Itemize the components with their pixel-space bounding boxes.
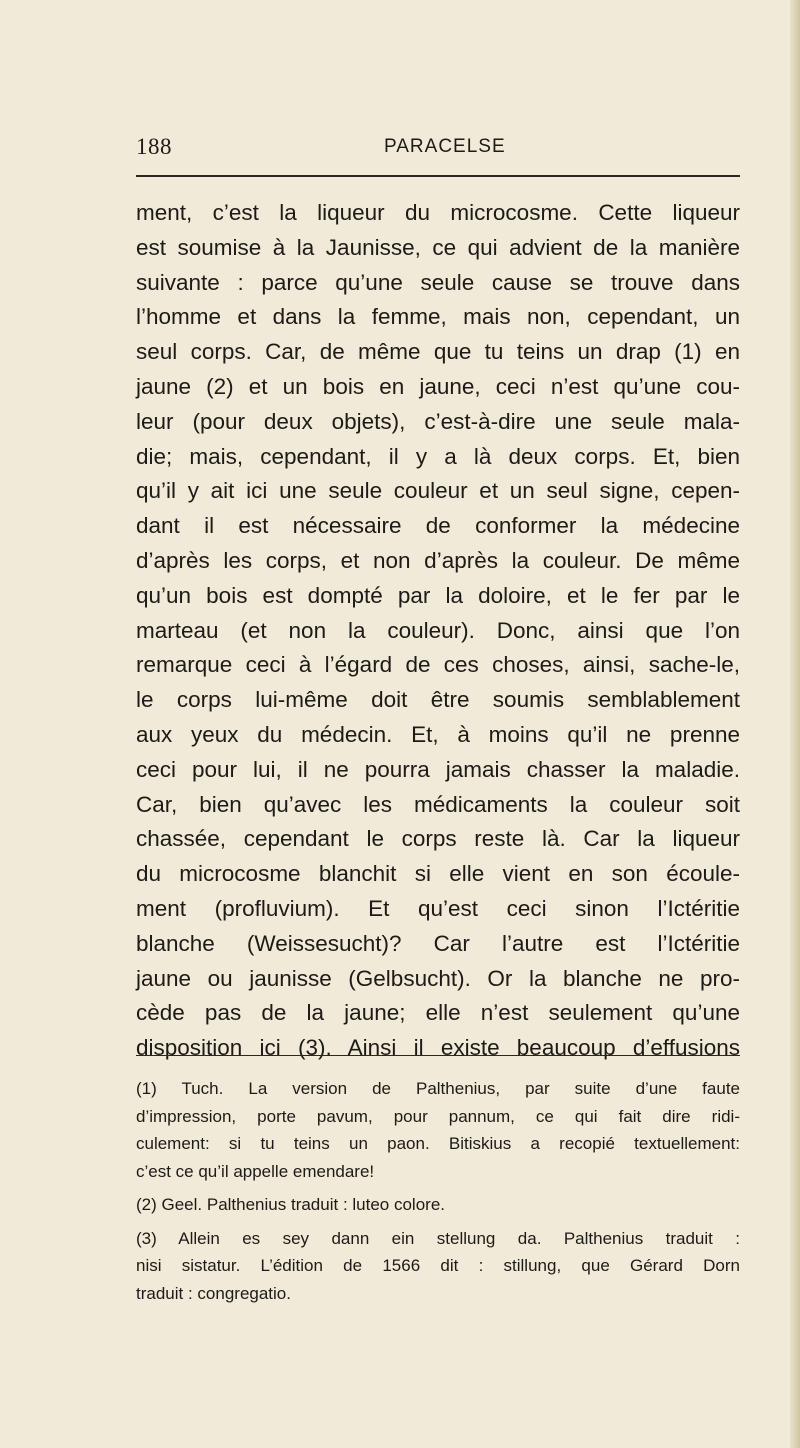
body-line: l’homme et dans la femme, mais non, cependant, un — [136, 304, 740, 330]
body-line: aux yeux du médecin. Et, à moins qu’il ne prenne — [136, 721, 740, 747]
header-rule — [136, 175, 740, 177]
body-line: Car, bien qu’avec les médicaments la couleur soit — [136, 791, 740, 817]
body-line: disposition ici (3). Ainsi il existe beaucoup d’effusions — [136, 1035, 740, 1061]
body-line: ceci pour lui, il ne pourra jamais chasser la maladie. — [136, 756, 740, 782]
footnote-3-line: nisi sistatur. L’édition de 1566 dit : stillung, que Gérard Dorn — [136, 1256, 740, 1275]
body-line: le corps lui-même doit être soumis semblablement — [136, 687, 740, 713]
body-line: du microcosme blanchit si elle vient en son écoule- — [136, 861, 740, 887]
page-edge-shadow — [790, 0, 800, 1448]
footnote-2-line: (2) Geel. Palthenius traduit : luteo colore. — [136, 1195, 445, 1214]
page-header — [136, 134, 740, 164]
footnote-1-line: culement: si tu teins un paon. Bitiskius a recopié textuellement: — [136, 1134, 740, 1153]
footnote-1-line: (1) Tuch. La version de Palthenius, par suite d’une faute — [136, 1079, 740, 1098]
body-line: jaune (2) et un bois en jaune, ceci n’est qu’une cou- — [136, 373, 740, 399]
footnote-3-line: traduit : congregatio. — [136, 1283, 291, 1303]
body-line: ment, c’est la liqueur du microcosme. Cette liqueur — [136, 200, 740, 225]
body-line: blanche (Weissesucht)? Car l’autre est l’Ictéritie — [136, 930, 740, 956]
body-text — [136, 196, 740, 1066]
body-line: chassée, cependant le corps reste là. Car la liqueur — [136, 826, 740, 852]
body-line: marteau (et non la couleur). Donc, ainsi que l’on — [136, 617, 740, 643]
running-head: PARACELSE — [384, 136, 506, 157]
footnote-rule — [136, 1055, 740, 1056]
body-line: leur (pour deux objets), c’est-à-dire une seule mala- — [136, 408, 740, 434]
body-line: qu’un bois est dompté par la doloire, et le fer par le — [136, 582, 740, 608]
body-line: est soumise à la Jaunisse, ce qui advient de la manière — [136, 234, 740, 260]
footnote-3-line: (3) Allein es sey dann ein stellung da. Palthenius traduit : — [136, 1228, 740, 1248]
body-line: seul corps. Car, de même que tu teins un drap (1) en — [136, 339, 740, 365]
footnote-1-line: c’est ce qu’il appelle emendare! — [136, 1161, 375, 1181]
body-line: d’après les corps, et non d’après la couleur. De même — [136, 547, 740, 573]
body-line: cède pas de la jaune; elle n’est seulement qu’une — [136, 1000, 740, 1026]
body-line: qu’il y ait ici une seule couleur et un seul signe, cepen- — [136, 478, 740, 504]
body-line: ment (profluvium). Et qu’est ceci sinon l’Ictéritie — [136, 895, 740, 921]
body-line: die; mais, cependant, il y a là deux corps. Et, bien — [136, 443, 740, 469]
footnote-1-line: d’impression, porte pavum, pour pannum, ce qui fait dire ridi- — [136, 1106, 740, 1126]
body-line: dant il est nécessaire de conformer la médecine — [136, 513, 740, 539]
body-line: suivante : parce qu’une seule cause se trouve dans — [136, 269, 740, 295]
body-line: jaune ou jaunisse (Gelbsucht). Or la blanche ne pro- — [136, 965, 740, 991]
footnotes — [136, 1075, 740, 1307]
page-number: 188 — [136, 134, 172, 159]
body-line: remarque ceci à l’égard de ces choses, ainsi, sache-le, — [136, 652, 740, 678]
